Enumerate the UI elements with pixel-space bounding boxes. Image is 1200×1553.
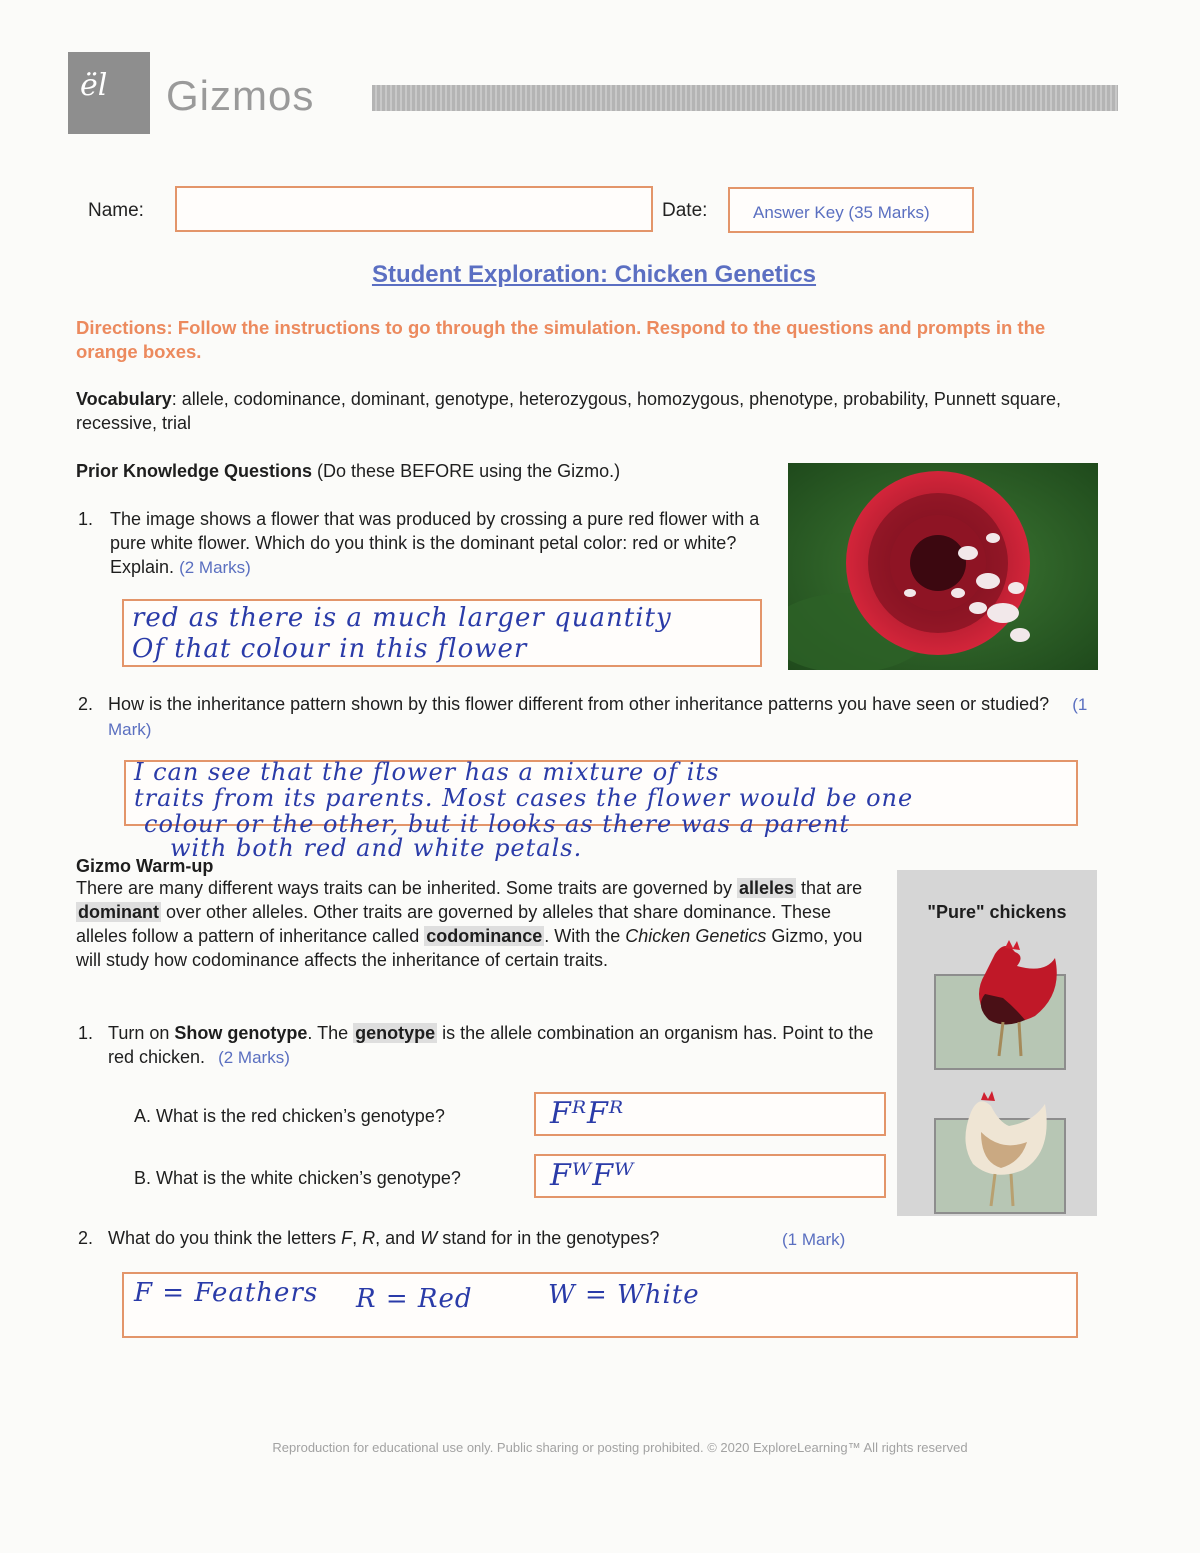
warmup-q1-marks: (2 Marks) [218,1048,290,1067]
prior-q2-answer-line-2: traits from its parents. Most cases the flower would be one [134,784,914,812]
prior-heading-title: Prior Knowledge Questions [76,461,313,481]
prior-q1-answer-line-1: red as there is a much larger quantity [132,603,672,633]
brand-name: Gizmos [166,72,315,119]
warmup-q1-part-2: . The [307,1023,354,1043]
warmup-q2-answer-box[interactable] [122,1272,1078,1338]
warmup-q1-part-1: Turn on [108,1023,175,1043]
term-alleles: alleles [739,878,795,898]
warmup-q2-part-3: , and [375,1228,421,1248]
prior-heading-note: (Do these BEFORE using the Gizmo.) [312,461,621,481]
prior-q1-question: The image shows a flower that was produced by crossing a pure red flower with a pure white flower. Which do you think is the dominant petal color: red or white? Explain. [110,509,760,577]
letter-w: W [420,1228,438,1248]
warmup-intro-1: There are many different ways traits can be inherited. Some traits are governed by [76,878,737,898]
prior-q2-number: 2. [78,694,94,714]
letter-r: R [362,1228,376,1248]
prior-q1-marks: (2 Marks) [179,558,251,577]
warmup-q1-part-3: is the allele combination an organism has. Point to the red chicken. [108,1023,874,1067]
answer-w: W = White [548,1280,700,1310]
prior-q2-question: How is the inheritance pattern shown by this flower different from other inheritance patterns you have seen or studied? [108,694,1050,714]
warmup-q2-part-2: , [352,1228,363,1248]
warmup-q1-number: 1. [78,1023,94,1043]
logo-mark: ël [80,68,108,103]
date-value: Answer Key (35 Marks) [753,203,930,222]
footer: Reproduction for educational use only. Public sharing or posting prohibited. © 2020 ExploreLearning™ All rights reserved [272,1440,968,1455]
name-field[interactable] [175,186,653,232]
date-field[interactable] [728,187,974,233]
chickens-title: "Pure" chickens [927,902,1067,922]
vocabulary [76,387,1096,435]
directions: Directions: Follow the instructions to go through the simulation. Respond to the questions and prompts in the orange boxes. [76,317,1046,362]
warmup-q2-part-4: stand for in the genotypes? [437,1228,660,1248]
prior-q2-answer-line-1: I can see that the flower has a mixture of its [134,758,720,786]
prior-q2-answer-line-4: with both red and white petals. [170,834,583,862]
name-label: Name: [88,200,144,221]
warmup-heading: Gizmo Warm-up [76,856,214,876]
white-genotype-label: B. What is the white chicken’s genotype? [134,1168,461,1188]
prior-q2-text [108,692,1108,742]
warmup-q2-marks: (1 Mark) [782,1230,846,1249]
header-bar [372,85,1118,111]
prior-q1-answer-box[interactable] [122,599,762,667]
warmup-intro-2: that are [796,878,863,898]
date-label: Date: [662,200,708,221]
term-dominant: dominant [78,902,159,922]
page-title: Student Exploration: Chicken Genetics [371,261,817,288]
white-genotype-answer-box[interactable] [534,1154,886,1198]
red-genotype-answer: FᴿFᴿ [550,1096,625,1131]
prior-q1-text [110,507,782,580]
warmup-q2-number: 2. [78,1228,94,1248]
warmup-q2-part-1: What do you think the letters [108,1228,342,1248]
vocabulary-label: Vocabulary [76,389,172,409]
answer-r: R = Red [356,1284,473,1314]
warmup-q2-text [108,1226,888,1250]
white-genotype-answer: FᵂFᵂ [550,1158,635,1193]
red-chicken-icon [955,934,1065,1064]
term-show-genotype: Show genotype [174,1023,308,1043]
prior-q2-marks: (1 Mark) [108,695,1088,739]
red-genotype-label: A. What is the red chicken’s genotype? [134,1106,445,1126]
warmup-intro-3: over other alleles. Other traits are governed by alleles that share dominance. These alleles follow a pattern of inheritance called [76,902,832,946]
term-codominance: codominance [426,926,543,946]
prior-q2-answer-line-3: colour or the other, but it looks as there was a parent [144,810,851,838]
red-genotype-answer-box[interactable] [534,1092,886,1136]
gizmo-name: Chicken Genetics [625,926,767,946]
vocabulary-terms: : allele, codominance, dominant, genotype, heterozygous, homozygous, phenotype, probability, Punnett square, recessive, trial [76,389,1061,433]
warmup-q1-text [108,1021,898,1070]
letter-f: F [341,1228,353,1248]
white-chicken-icon [941,1082,1061,1212]
prior-heading [76,459,620,483]
prior-q1-number: 1. [78,509,94,529]
term-genotype: genotype [355,1023,436,1043]
flower-image [788,463,1098,670]
warmup-intro-4: . With the [544,926,626,946]
warmup-intro [76,876,876,972]
prior-q1-answer-line-2: Of that colour in this flower [132,634,528,664]
answer-f: F = Feathers [134,1278,319,1308]
warmup-intro-5: Gizmo, you will study how codominance affects the inheritance of certain traits. [76,926,863,970]
